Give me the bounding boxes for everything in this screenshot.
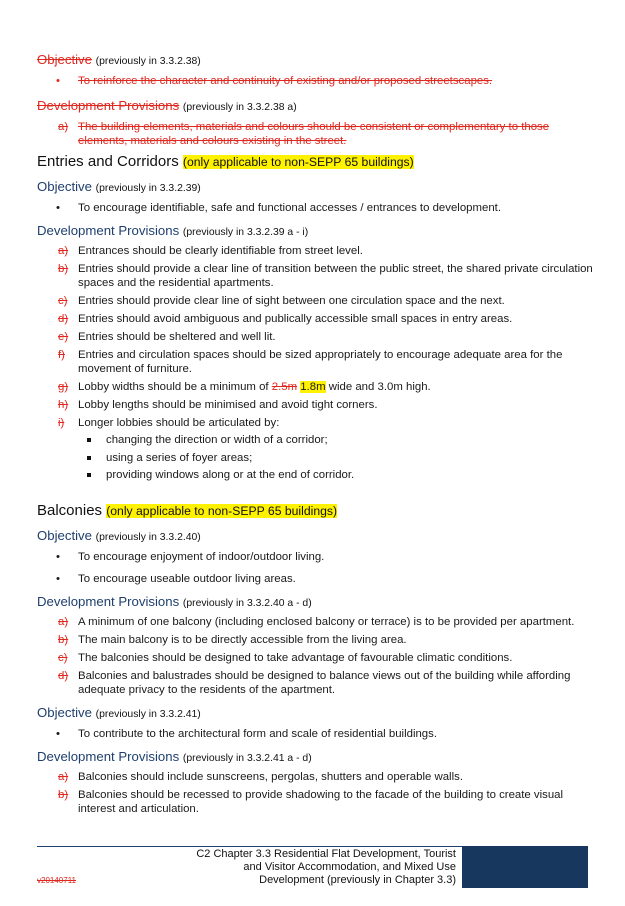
objective-heading-balconies-2: Objective (previously in 3.3.2.41) xyxy=(37,705,201,720)
objective-bullet: • To encourage enjoyment of indoor/outdoor living. xyxy=(37,550,597,564)
provision-item: i) Longer lobbies should be articulated by: xyxy=(58,417,280,429)
objective-heading-entries: Objective (previously in 3.3.2.39) xyxy=(37,179,201,194)
provision-item-lobby-width: g) Lobby widths should be a minimum of 2.5m 1.8m wide and 3.0m high. xyxy=(58,381,431,393)
sub-bullet: changing the direction or width of a corridor; xyxy=(37,433,597,447)
provision-item: a) Entrances should be clearly identifiable from street level. xyxy=(58,245,363,257)
sub-bullet: providing windows along or at the end of corridor. xyxy=(37,468,597,482)
objective-bullet-entries: • To encourage identifiable, safe and functional accesses / entrances to development. xyxy=(37,201,597,215)
dp-heading-streetscape: Development Provisions (previously in 3.3.2.38 a) xyxy=(37,98,297,113)
dp-heading-balconies-1: Development Provisions (previously in 3.3.2.40 a - d) xyxy=(37,594,312,609)
provision-item: b) Balconies should be recessed to provide shadowing to the facade of the building to create visual interest and articulation. xyxy=(58,789,564,815)
deleted-value: 2.5m xyxy=(271,381,298,393)
provision-item: d) Entries should avoid ambiguous and publically accessible small spaces in entry areas. xyxy=(58,313,513,325)
objective-bullet: • To contribute to the architectural form and scale of residential buildings. xyxy=(37,727,597,741)
provision-item: b) Entries should provide a clear line of transition between the public street, the shared private circulation spaces and the residential apartments. xyxy=(58,263,593,289)
objective-heading-streetscape: Objective (previously in 3.3.2.38) xyxy=(37,52,201,67)
provision-item: f) Entries and circulation spaces should be sized appropriately to encourage adequate area for the movement of furniture. xyxy=(58,349,563,375)
section-title-balconies: Balconies (only applicable to non-SEPP 65 buildings) xyxy=(37,502,338,519)
provision-item: e) Entries should be sheltered and well lit. xyxy=(58,331,276,343)
footer-color-block xyxy=(462,846,588,888)
footer-version: v20140711 xyxy=(37,876,76,885)
provision-item: c) The balconies should be designed to take advantage of favourable climatic conditions. xyxy=(58,652,513,664)
provision-item: b) The main balcony is to be directly accessible from the living area. xyxy=(58,634,407,646)
dp-heading-balconies-2: Development Provisions (previously in 3.3.2.41 a - d) xyxy=(37,749,312,764)
footer-chapter-title: C2 Chapter 3.3 Residential Flat Development, Tourist and Visitor Accommodation, and Mixed Use Development (previously in Chapter 3.3) xyxy=(196,848,456,886)
sub-bullet: using a series of foyer areas; xyxy=(37,451,597,465)
document-page xyxy=(37,52,597,816)
provision-item: d) Balconies and balustrades should be designed to balance views out of the building while affording adequate privacy to the residents of the apartment. xyxy=(58,670,571,696)
objective-bullet: • To encourage useable outdoor living areas. xyxy=(37,572,597,586)
deleted-bullet-streetscape: • To reinforce the character and continuity of existing and/or proposed streetscapes. xyxy=(37,74,597,88)
provision-item: a) Balconies should include sunscreens, pergolas, shutters and operable walls. xyxy=(58,771,463,783)
provision-item: c) Entries should provide clear line of sight between one circulation space and the next. xyxy=(58,295,505,307)
provision-item: a) A minimum of one balcony (including enclosed balcony or terrace) is to be provided per apartment. xyxy=(58,616,575,628)
provision-item: h) Lobby lengths should be minimised and avoid tight corners. xyxy=(58,399,378,411)
inserted-value: 1.8m xyxy=(300,381,326,393)
objective-heading-balconies-1: Objective (previously in 3.3.2.40) xyxy=(37,528,201,543)
dp-heading-entries: Development Provisions (previously in 3.3.2.39 a - i) xyxy=(37,223,309,238)
section-title-entries: Entries and Corridors (only applicable to non-SEPP 65 buildings) xyxy=(37,153,414,170)
deleted-item-streetscape: a) The building elements, materials and colours should be consistent or complementary to those elements, materials and colours existing in the street. xyxy=(58,121,550,147)
